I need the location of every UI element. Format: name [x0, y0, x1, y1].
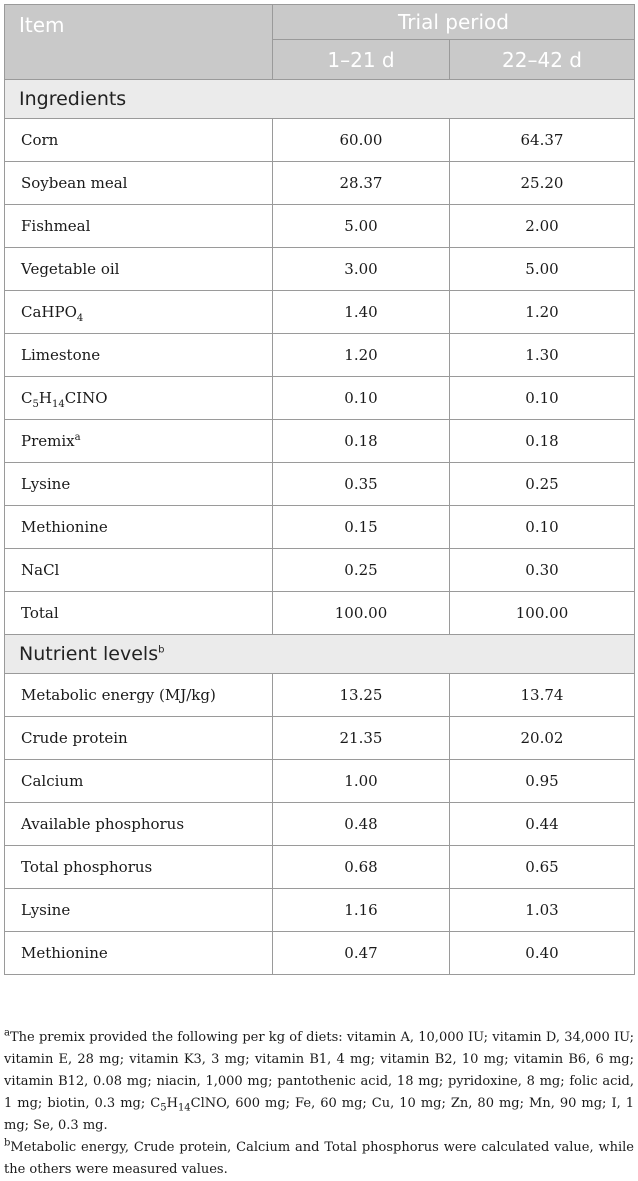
table-row: [5, 760, 635, 803]
value-period-1: 13.25: [273, 674, 450, 717]
table-row: [5, 463, 635, 506]
header-item: Item: [5, 5, 273, 80]
value-period-2: 0.10: [450, 506, 635, 549]
row-label: Fishmeal: [5, 205, 273, 248]
row-label: Crude protein: [5, 717, 273, 760]
header-trial-period: Trial period: [273, 5, 635, 40]
value-period-1: 60.00: [273, 119, 450, 162]
value-period-1: 0.15: [273, 506, 450, 549]
value-period-2: 0.10: [450, 377, 635, 420]
value-period-1: 1.16: [273, 889, 450, 932]
row-label: Methionine: [5, 506, 273, 549]
value-period-2: 0.65: [450, 846, 635, 889]
value-period-2: 20.02: [450, 717, 635, 760]
table-row: [5, 889, 635, 932]
value-period-2: 13.74: [450, 674, 635, 717]
table-row: [5, 846, 635, 889]
value-period-1: 0.47: [273, 932, 450, 975]
row-label: Metabolic energy (MJ/kg): [5, 674, 273, 717]
row-label: Corn: [5, 119, 273, 162]
table-row: [5, 248, 635, 291]
section-title: Ingredients: [5, 80, 635, 119]
value-period-1: 5.00: [273, 205, 450, 248]
row-label: NaCl: [5, 549, 273, 592]
row-label: Soybean meal: [5, 162, 273, 205]
table-row: [5, 674, 635, 717]
value-period-2: 0.25: [450, 463, 635, 506]
value-period-1: 1.40: [273, 291, 450, 334]
value-period-2: 25.20: [450, 162, 635, 205]
table-row: [5, 420, 635, 463]
table-row: [5, 549, 635, 592]
value-period-1: 28.37: [273, 162, 450, 205]
value-period-2: 2.00: [450, 205, 635, 248]
row-label: Total phosphorus: [5, 846, 273, 889]
row-label: Lysine: [5, 463, 273, 506]
header-period-2: 22–42 d: [450, 40, 635, 80]
header-period-1: 1–21 d: [273, 40, 450, 80]
section-title: Nutrient levels$^b$: [5, 635, 635, 674]
value-period-2: 0.40: [450, 932, 635, 975]
value-period-2: 0.44: [450, 803, 635, 846]
value-period-2: 100.00: [450, 592, 635, 635]
footnote-a: $^a$The premix provided the following per kg of diets: vitamin A, 10,000 IU; vitamin D, 34,000 IU; vitamin E, 28 mg; vitamin K3, 3 mg; vitamin B1, 4 mg; vitamin B2, 10 mg; vitamin B6, 6 mg; vitamin B12, 0.08 mg; niacin, 1,000 mg; pantothenic acid, 18 mg; pyridoxine, 8 mg; folic acid, 1 mg; biotin, 0.3 mg; $C_5H_{14}ClNO$, 600 mg; Fe, 60 mg; Cu, 10 mg; Zn, 80 mg; Mn, 90 mg; I, 1 mg; Se, 0.3 mg.: [4, 1027, 634, 1133]
table-row: [5, 803, 635, 846]
value-period-1: 3.00: [273, 248, 450, 291]
table-row: [5, 291, 635, 334]
row-label: $C_5H_{14}CINO$: [5, 377, 273, 420]
table-row: [5, 334, 635, 377]
value-period-1: 0.48: [273, 803, 450, 846]
value-period-1: 21.35: [273, 717, 450, 760]
row-label: Methionine: [5, 932, 273, 975]
row-label: Limestone: [5, 334, 273, 377]
value-period-1: 0.68: [273, 846, 450, 889]
row-label: CaHPO$_4$: [5, 291, 273, 334]
table-row: [5, 506, 635, 549]
footnotes: [4, 1027, 634, 1181]
value-period-1: 0.10: [273, 377, 450, 420]
value-period-2: 0.18: [450, 420, 635, 463]
value-period-1: 100.00: [273, 592, 450, 635]
table-row: [5, 592, 635, 635]
row-label: Available phosphorus: [5, 803, 273, 846]
section-row: [5, 80, 635, 119]
row-label: Calcium: [5, 760, 273, 803]
table-row: [5, 717, 635, 760]
diet-composition-table: [4, 4, 635, 975]
row-label: Vegetable oil: [5, 248, 273, 291]
table-row: [5, 119, 635, 162]
footnote-b: $^b$Metabolic energy, Crude protein, Calcium and Total phosphorus were calculated value, while the others were measured values.: [4, 1137, 634, 1177]
value-period-1: 0.18: [273, 420, 450, 463]
section-row: [5, 635, 635, 674]
table-row: [5, 932, 635, 975]
value-period-2: 1.20: [450, 291, 635, 334]
value-period-2: 0.95: [450, 760, 635, 803]
value-period-1: 1.20: [273, 334, 450, 377]
value-period-1: 0.35: [273, 463, 450, 506]
value-period-2: 0.30: [450, 549, 635, 592]
value-period-1: 0.25: [273, 549, 450, 592]
table-row: [5, 377, 635, 420]
value-period-2: 64.37: [450, 119, 635, 162]
value-period-2: 5.00: [450, 248, 635, 291]
row-label: Total: [5, 592, 273, 635]
row-label: Premix$^a$: [5, 420, 273, 463]
row-label: Lysine: [5, 889, 273, 932]
table-row: [5, 205, 635, 248]
value-period-2: 1.30: [450, 334, 635, 377]
table-row: [5, 162, 635, 205]
value-period-1: 1.00: [273, 760, 450, 803]
value-period-2: 1.03: [450, 889, 635, 932]
